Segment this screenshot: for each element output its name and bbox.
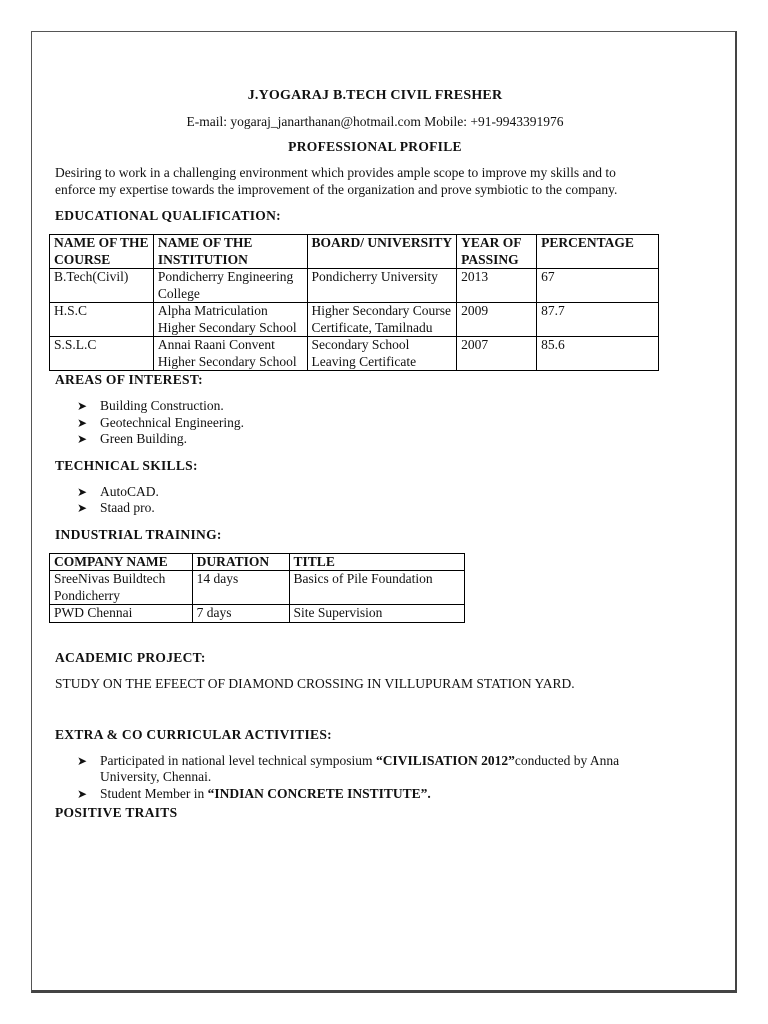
training-table bbox=[49, 553, 465, 623]
table-cell: S.S.L.C bbox=[50, 337, 154, 371]
arrowhead-bullet-icon: ➤ bbox=[77, 432, 88, 446]
table-cell: 87.7 bbox=[537, 303, 659, 337]
table-cell: H.S.C bbox=[50, 303, 154, 337]
table-row bbox=[50, 605, 465, 623]
table-header-row bbox=[50, 235, 659, 269]
table-cell: 67 bbox=[537, 269, 659, 303]
column-header: NAME OF THE COURSE bbox=[50, 235, 154, 269]
arrowhead-bullet-icon: ➤ bbox=[77, 484, 88, 499]
activity-highlight: “CIVILISATION 2012” bbox=[375, 752, 515, 768]
column-header: YEAR OF PASSING bbox=[457, 235, 537, 269]
table-cell: Higher Secondary Course Certificate, Tamilnadu bbox=[307, 303, 457, 337]
arrowhead-bullet-icon: ➤ bbox=[77, 753, 88, 768]
column-header: PERCENTAGE bbox=[537, 235, 659, 269]
list-item bbox=[77, 431, 695, 448]
table-row bbox=[50, 269, 659, 303]
activities-heading: EXTRA & CO CURRICULAR ACTIVITIES: bbox=[55, 726, 332, 742]
education-heading: EDUCATIONAL QUALIFICATION: bbox=[55, 208, 281, 223]
resume-content bbox=[55, 86, 695, 821]
table-header-row bbox=[50, 553, 465, 571]
table-cell: 2009 bbox=[457, 303, 537, 337]
table-cell: Pondicherry Engineering College bbox=[153, 269, 307, 303]
table-cell: 7 days bbox=[192, 605, 289, 623]
table-cell: Annai Raani Convent Higher Secondary School bbox=[153, 337, 307, 371]
list-item-text: Staad pro. bbox=[100, 500, 155, 515]
table-cell: 85.6 bbox=[537, 337, 659, 371]
table-cell: Alpha Matriculation Higher Secondary School bbox=[153, 303, 307, 337]
table-cell: 2013 bbox=[457, 269, 537, 303]
column-header: COMPANY NAME bbox=[50, 553, 193, 571]
list-item-text: AutoCAD. bbox=[100, 483, 159, 499]
list-item-text: Geotechnical Engineering. bbox=[100, 414, 244, 430]
training-heading: INDUSTRIAL TRAINING: bbox=[55, 526, 222, 542]
table-cell: Secondary School Leaving Certificate bbox=[307, 337, 457, 371]
activities-list bbox=[55, 753, 677, 803]
table-row bbox=[50, 571, 465, 605]
table-cell: Pondicherry University bbox=[307, 269, 457, 303]
list-item bbox=[77, 753, 677, 786]
profile-heading: PROFESSIONAL PROFILE bbox=[288, 139, 462, 154]
table-cell: Site Supervision bbox=[289, 605, 464, 623]
skills-list bbox=[55, 484, 695, 517]
column-header: BOARD/ UNIVERSITY bbox=[307, 235, 457, 269]
project-text: STUDY ON THE EFEECT OF DIAMOND CROSSING IN VILLUPURAM STATION YARD. bbox=[55, 675, 575, 691]
table-cell: Basics of Pile Foundation bbox=[289, 571, 464, 605]
table-cell: B.Tech(Civil) bbox=[50, 269, 154, 303]
activity-highlight: “INDIAN CONCRETE INSTITUTE”. bbox=[207, 785, 431, 801]
activity-text: Participated in national level technical symposium bbox=[100, 752, 376, 768]
table-row bbox=[50, 303, 659, 337]
skills-heading: TECHNICAL SKILLS: bbox=[55, 457, 198, 473]
table-cell: 2007 bbox=[457, 337, 537, 371]
list-item bbox=[77, 500, 695, 517]
resume-name-title: J.YOGARAJ B.TECH CIVIL FRESHER bbox=[247, 88, 503, 103]
project-heading: ACADEMIC PROJECT: bbox=[55, 649, 206, 665]
interests-list bbox=[55, 398, 695, 448]
traits-heading: POSITIVE TRAITS bbox=[55, 805, 178, 820]
list-item bbox=[77, 786, 677, 803]
activity-text: Student Member in bbox=[100, 785, 208, 801]
contact-line: E-mail: yogaraj_janarthanan@hotmail.com Mobile: +91-9943391976 bbox=[186, 114, 564, 129]
arrowhead-bullet-icon: ➤ bbox=[77, 501, 88, 515]
interests-heading: AREAS OF INTEREST: bbox=[55, 372, 203, 387]
list-item-text: Green Building. bbox=[100, 431, 187, 446]
column-header: NAME OF THE INSTITUTION bbox=[153, 235, 307, 269]
arrowhead-bullet-icon: ➤ bbox=[77, 786, 88, 801]
list-item bbox=[77, 398, 695, 415]
table-cell: 14 days bbox=[192, 571, 289, 605]
column-header: DURATION bbox=[192, 553, 289, 571]
table-row bbox=[50, 337, 659, 371]
list-item bbox=[77, 484, 695, 501]
arrowhead-bullet-icon: ➤ bbox=[77, 415, 88, 430]
arrowhead-bullet-icon: ➤ bbox=[77, 399, 88, 413]
profile-text: Desiring to work in a challenging environment which provides ample scope to improve my skills and to enforce my expertise towards the improvement of the organization and prove symbiotic to the company. bbox=[55, 165, 618, 197]
list-item bbox=[77, 415, 695, 432]
education-table bbox=[49, 234, 659, 371]
activity-text: conducted by Anna University, Chennai. bbox=[100, 752, 620, 784]
table-cell: PWD Chennai bbox=[50, 605, 193, 623]
column-header: TITLE bbox=[289, 553, 464, 571]
table-cell: SreeNivas Buildtech Pondicherry bbox=[50, 571, 193, 605]
list-item-text: Building Construction. bbox=[100, 398, 224, 413]
